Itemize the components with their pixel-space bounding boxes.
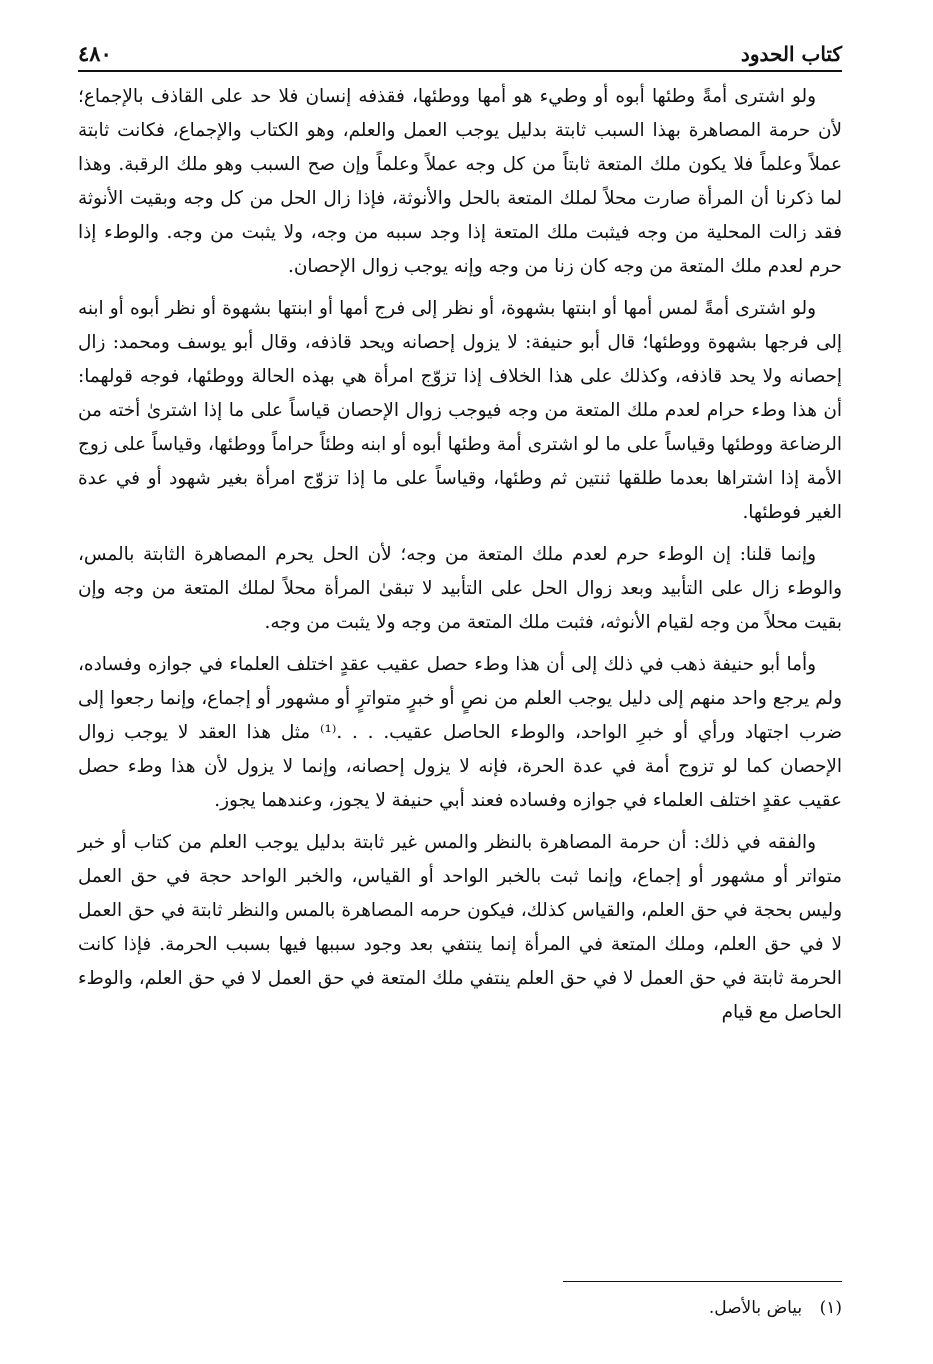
main-text: [78, 80, 842, 1038]
paragraph: وأما أبو حنيفة ذهب في ذلك إلى أن هذا وطء حصل عقيب عقدٍ اختلف العلماء في جوازه وفساده، ولم يرجع واحد منهم إلى دليل يوجب العلم من نصٍ أو خبرٍ متواترٍ أو مشهور أو إجماع، وإنما رجعوا إلى ضرب اجتهاد ورأي أو خبرِ الواحد، والوطء الحاصل عقيب. . . .⁽¹⁾ مثل هذا العقد لا يوجب زوال الإحصان كما لو تزوج أمة في عدة الحرة، فإنه لا يزول إحصانه، وإنما لا يزول لأن هذا وطء حصل عقيب عقدٍ اختلف العلماء في جوازه وفساده فعند أبي حنيفة لا يجوز، وعندهما يجوز.: [78, 654, 843, 811]
paragraph: ولو اشترى أمةً وطئها أبوه أو وطيء هو أمها ووطئها، فقذفه إنسان فلا حد على القاذف بالإجماع؛ لأن حرمة المصاهرة بهذا السبب ثابتة بدليل يوجب العمل والعلم، وهو الكتاب والإجماع، فكانت ثابتة عملاً وعلماً فلا يكون ملك المتعة ثابتاً من كل وجه عملاً وعلماً وإن صح السبب وهو ملك الرقبة. وهذا لما ذكرنا أن المرأة صارت محلاً لملك المتعة بالحل والأنوثة، فإذا زال الحل من كل وجه وبقيت الأنوثة فقد زالت المحلية من وجه فيثبت ملك المتعة إذا وجد سببه من وجه، ولا يثبت من وجه. والوطء إذا حرم لعدم ملك المتعة من وجه كان زنا من وجه وإنه يوجب زوال الإحصان.: [78, 86, 842, 277]
book-title: كتاب الحدود: [740, 42, 842, 66]
footnote-text: بياض بالأصل.: [708, 1298, 803, 1318]
footnotes: [78, 1293, 842, 1323]
footnote: [78, 1293, 842, 1323]
running-header: [78, 26, 842, 72]
page-number: ٤٨٠: [78, 41, 112, 66]
paragraph: والفقه في ذلك: أن حرمة المصاهرة بالنظر والمس غير ثابتة بدليل يوجب العلم من كتاب أو خبر متواتر أو مشهور أو إجماع، وإنما ثبت بالخبر الواحد أو القياس، والخبر الواحد حجة في حق العمل وليس بحجة في حق العلم، والقياس كذلك، فيكون حرمه المصاهرة بالمس والنظر ثابتة في حق العمل لا في حق العلم، وملك المتعة في المرأة إنما ينتفي بعد وجود سببها فيها بسبب الحرمة. فإذا كانت الحرمة ثابتة في حق العمل لا في حق العلم ينتفي ملك المتعة في حق العمل لا في حق العلم، والوطء الحاصل مع قيام: [78, 832, 842, 1023]
paragraph: ولو اشترى أمةً لمس أمها أو ابنتها بشهوة، أو نظر إلى فرج أمها أو ابنتها بشهوة أو نظر أبوه أو ابنه إلى فرجها بشهوة ووطئها؛ قال أبو حنيفة: لا يزول إحصانه ويحد قاذفه، وقال أبو يوسف ومحمد: زال إحصانه ولا يحد قاذفه، وكذلك على هذا الخلاف إذا تزوّج امرأة هي بهذه الحالة ووطئها، فوجه قولهما: أن هذا وطء حرام لعدم ملك المتعة من وجه فيوجب زوال الإحصان قياساً على ما إذا اشترىٰ أخته من الرضاعة ووطئها وقياساً على ما لو اشترى أمة وطئها أبوه أو ابنه وطئاً حراماً ووطئها، وقياساً على زوج الأمة إذا اشتراها بعدما طلقها ثنتين ثم وطئها، وقياساً على ما إذا تزوّج امرأة بغير شهود أو في عدة الغير فوطئها.: [78, 298, 842, 523]
footnote-number: (١): [819, 1298, 842, 1318]
paragraph: وإنما قلنا: إن الوطء حرم لعدم ملك المتعة من وجه؛ لأن الحل يحرم المصاهرة الثابتة بالمس، والوطء زال على التأبيد وبعد زوال الحل على التأبيد لا تبقىٰ المرأة محلاً لملك المتعة من وجه وإن بقيت محلاً من وجه لقيام الأنوثه، فثبت ملك المتعة من وجه ولا يثبت من وجه.: [78, 544, 842, 633]
footnote-separator: [563, 1281, 842, 1282]
